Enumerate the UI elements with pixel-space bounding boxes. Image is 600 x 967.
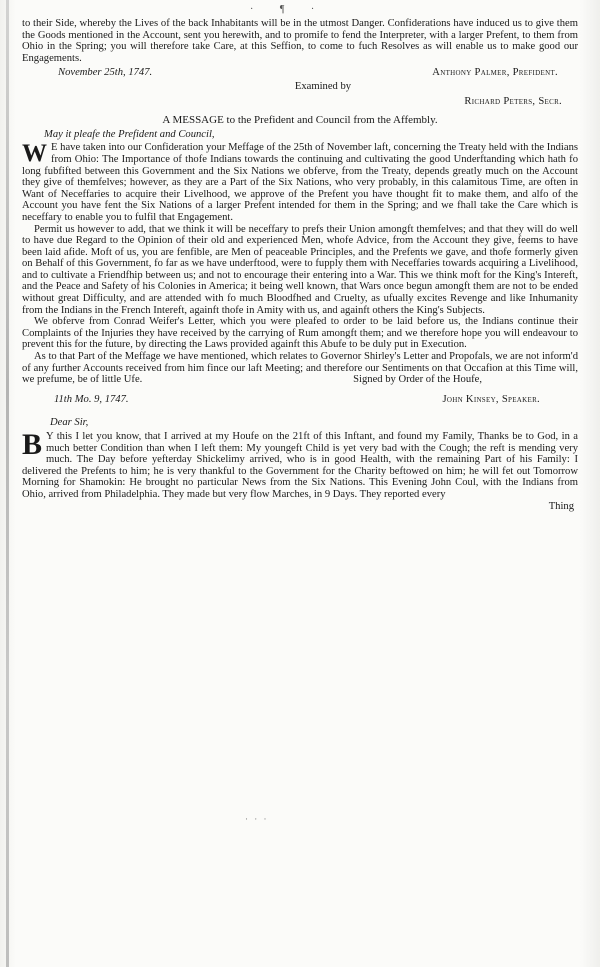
top-ornament: · ¶ · <box>250 4 327 15</box>
message-signature-row <box>22 394 578 406</box>
intro-signer-peters: Richard Peters, Secr. <box>464 95 562 107</box>
intro-paragraph: to their Side, whereby the Lives of the back Inhabitants will be in the utmost Danger. Confiderations have induced us to give them the Goods mentioned in the Account, sent you herewith, and to promife to fend the Interpreter, with a larger Prefent, to them from Ohio in the Spring; you will therefore take Care, at this Seffion, to come to fuch Resolves as will enable us to make good our Engagements. <box>22 18 578 64</box>
message-paragraph-3: We obferve from Conrad Weifer's Letter, which you were pleafed to order to be laid before us, the Indians continue their Complaints of the Injuries they have received by the carrying of Rum amongft them; and we therefore hope you will endeavour to prevent this for the future, by directing the Laws provided againft this Abufe to be duly put in Execution. <box>22 316 578 351</box>
letter-body-text: Y this I let you know, that I arrived at my Houfe on the 21ft of this Inftant, and found my Family, Thanks be to God, in a much better Condition than when I left them: My youngeft Child is yet very bad with the Cough; the reft is mending very much. The Day before yefterday Shickelimy arrived, who is in good Health, with the remaining Part of his Family: I delivered the Prefents to him; he is very thankful to the Government for the Charity beftowed on him; he will fet out Tomorrow Morning for Shamokin: He brought no particular News from the Six Nations. This Evening John Coul, with the Indians from Ohio, arrived from Philadelphia. They made but very flow Marches, in 9 Days. They reported every <box>22 431 578 500</box>
letter-paragraph <box>22 428 578 501</box>
message-signed-by: Signed by Order of the Houfe, <box>353 374 482 386</box>
page-content <box>22 18 578 512</box>
intro-signature-row <box>22 67 578 79</box>
intro-signer-palmer: Anthony Palmer, Prefident. <box>432 67 558 79</box>
message-date: 11th Mo. 9, 1747. <box>54 393 129 405</box>
message-paragraph-1 <box>22 142 578 223</box>
examined-by: Examined by <box>294 80 352 92</box>
letter-salutation: Dear Sir, <box>50 417 89 429</box>
message-paragraph-2: Permit us however to add, that we think it will be neceffary to prefs their Union amongft themfelves; and that they will do well to have due Regard to the Opinion of their old and experienced Men, whofe Advice, from the Account they give, feems to have been laid afide. Moft of us, you are fenfible, are Men of peaceable Principles, and the Prefents we gave, and thofe formerly given on Behalf of this Government, fo far as we have underftood, were to fupply them with Neceffaries towards acquiring a Livelihood, and to cultivate a Friendfhip between us; and not to encourage their entering into a War. This we think moft for the King's Intereft, and the Peace and Safety of his Colonies in America; it being well known, that Wars once begun amongft them are not to be ended without great Difficulty, and are attended with fo much Bloodfhed and Cruelty, as ufually excites Revenge and like Inhumanity from the Indians in the French Intereft, againft thofe in Amity with us, and againft others the King's Subjects. <box>22 223 578 316</box>
binding-fold <box>6 0 9 967</box>
message-dropcap: W <box>22 140 47 168</box>
bottom-ornament: · · · <box>245 814 269 824</box>
catchword: Thing <box>548 500 574 512</box>
intro-date: November 25th, 1747. <box>58 67 153 79</box>
message-paragraph-4: As to that Part of the Meffage we have mentioned, which relates to Governor Shirley's Letter and Propofals, we are not inform'd of any further Accounts received from him fince our laft Meeting; and therefore our Sentiments on that Occafion at this Time will, we prefume, be of little Ufe. <box>22 351 578 386</box>
message-signer-kinsey: John Kinsey, Speaker. <box>442 393 540 405</box>
message-paragraph-1-text: E have taken into our Confideration your Meffage of the 25th of November laft, concerning the Treaty held with the Indians from Ohio: The Importance of thofe Indians towards the continuing and cultivating the good Underftanding which hath fo long fubfifted between this Government and the Six Nations we obferve, from the Treaty, depends greatly much on the Account they give of themfelves; however, as they are a Part of the Six Nations, who very probably, in this calamitous Time, are often in Want of Neceffaries to acquire their Livelhood, we approve of the Prefent you have thought fit to make them, and alfo of the Account you have fent the Six Nations of a larger Prefent intended for them in the Spring; and we fhall take the Care which is neceffary to enable you to fulfil that Engagement. <box>22 142 578 223</box>
message-title: A MESSAGE to the Prefident and Council from the Affembly. <box>162 114 438 127</box>
letter-dropcap: B <box>22 428 43 461</box>
message-salutation: May it pleafe the Prefident and Council, <box>44 128 215 140</box>
